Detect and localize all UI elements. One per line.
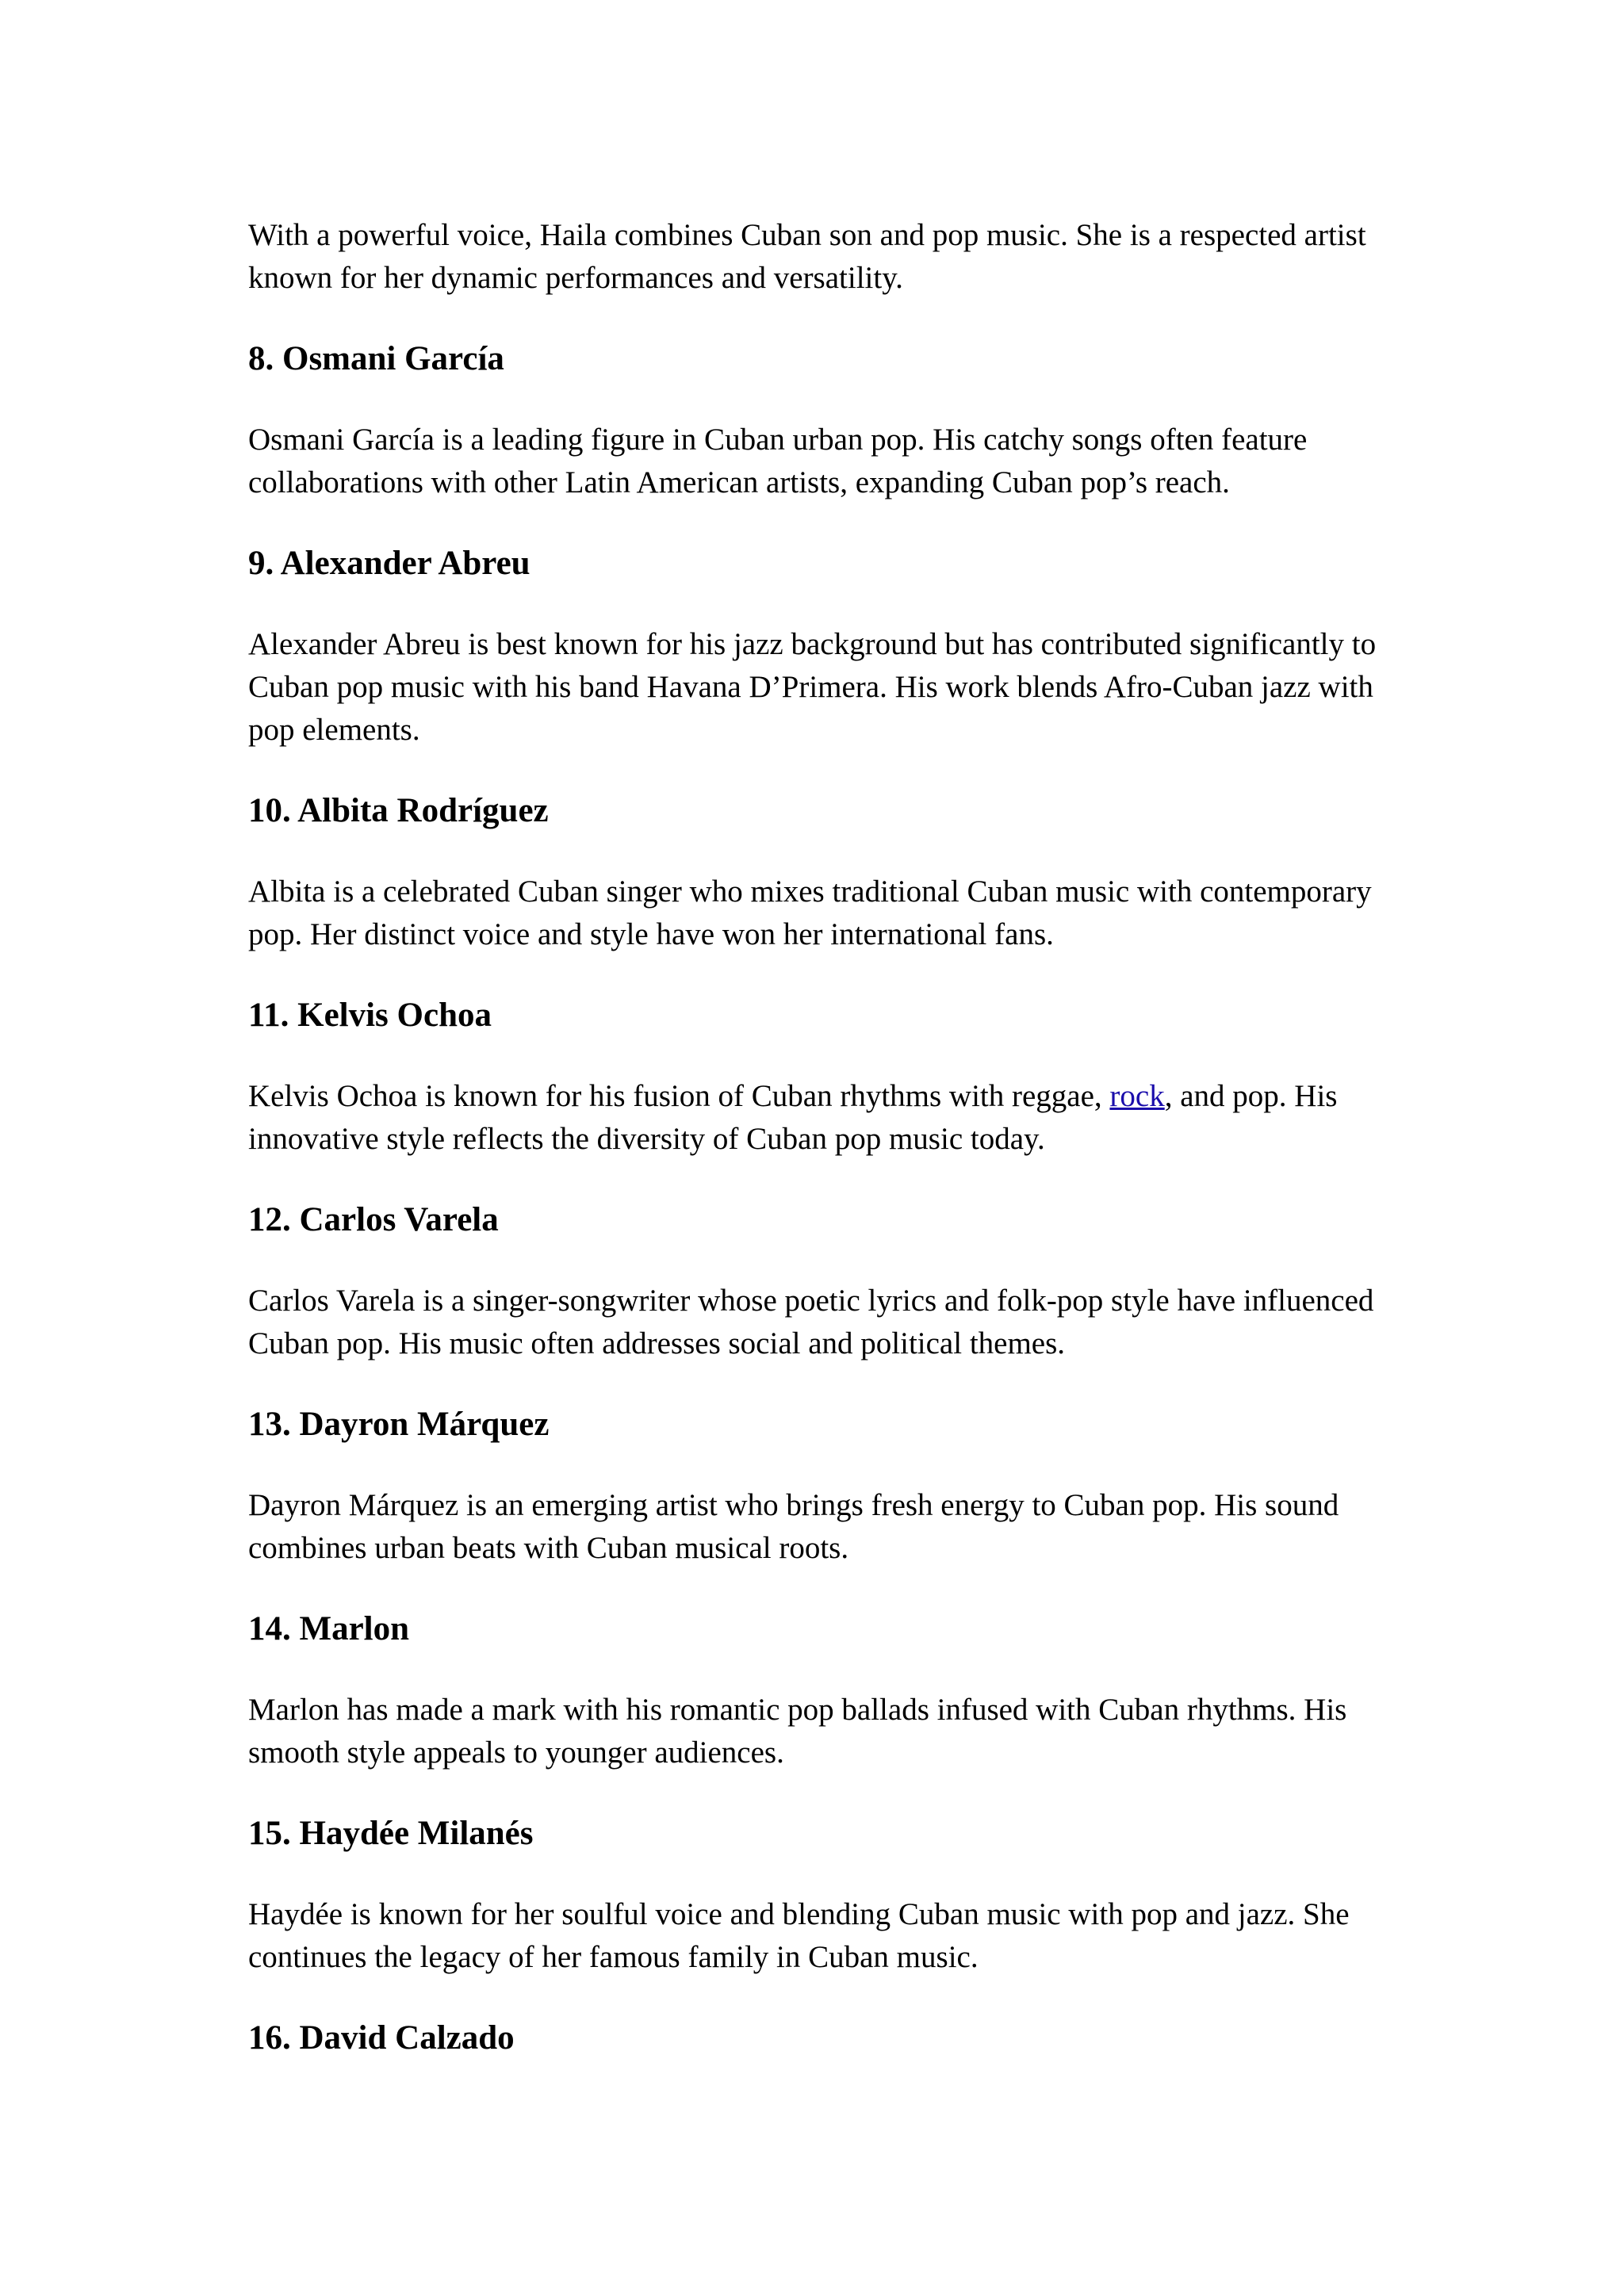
section-body-haydee-milanes: Haydée is known for her soulful voice and blending Cuban music with pop and jazz. She continues the legacy of her famous family in Cuban music. [248,1897,1350,1974]
section-body-kelvis-ochoa [248,1075,1390,1161]
section-body-dayron-marquez: Dayron Márquez is an emerging artist who brings fresh energy to Cuban pop. His sound combines urban beats with Cuban musical roots. [248,1488,1339,1565]
section-heading-david-calzado: 16. David Calzado [248,2019,515,2057]
section-body-albita-rodriguez: Albita is a celebrated Cuban singer who mixes traditional Cuban music with contemporary pop. Her distinct voice and style have won her international fans. [248,874,1372,951]
section-heading-alexander-abreu: 9. Alexander Abreu [248,545,530,582]
section-body-carlos-varela: Carlos Varela is a singer-songwriter whose poetic lyrics and folk-pop style have influenced Cuban pop. His music often addresses social and political themes. [248,1284,1374,1360]
section-body-kelvis-ochoa-part-1: Kelvis Ochoa is known for his fusion of Cuban rhythms with reggae, [248,1079,1110,1113]
section-heading-dayron-marquez: 13. Dayron Márquez [248,1406,550,1443]
section-heading-albita-rodriguez: 10. Albita Rodríguez [248,792,549,829]
section-heading-kelvis-ochoa: 11. Kelvis Ochoa [248,997,492,1034]
rock-link[interactable]: rock [1109,1079,1165,1113]
section-heading-carlos-varela: 12. Carlos Varela [248,1201,499,1238]
section-heading-marlon: 14. Marlon [248,1610,410,1647]
section-heading-osmani-garcia: 8. Osmani García [248,340,504,377]
intro-paragraph: With a powerful voice, Haila combines Cuban son and pop music. She is a respected artist known for her dynamic performances and versatility. [248,218,1366,295]
section-body-alexander-abreu: Alexander Abreu is best known for his jazz background but has contributed significantly to Cuban pop music with his band Havana D’Primera. His work blends Afro-Cuban jazz with pop elements. [248,627,1377,747]
section-body-kelvis-ochoa-part-2: , and pop. His innovative style reflects the diversity of Cuban pop music today. [248,1079,1338,1156]
section-heading-haydee-milanes: 15. Haydée Milanés [248,1815,534,1852]
document-page [248,214,1390,2060]
section-body-marlon: Marlon has made a mark with his romantic pop ballads infused with Cuban rhythms. His smooth style appeals to younger audiences. [248,1693,1347,1770]
section-body-osmani-garcia: Osmani García is a leading figure in Cuban urban pop. His catchy songs often feature collaborations with other Latin American artists, expanding Cuban pop’s reach. [248,423,1308,499]
